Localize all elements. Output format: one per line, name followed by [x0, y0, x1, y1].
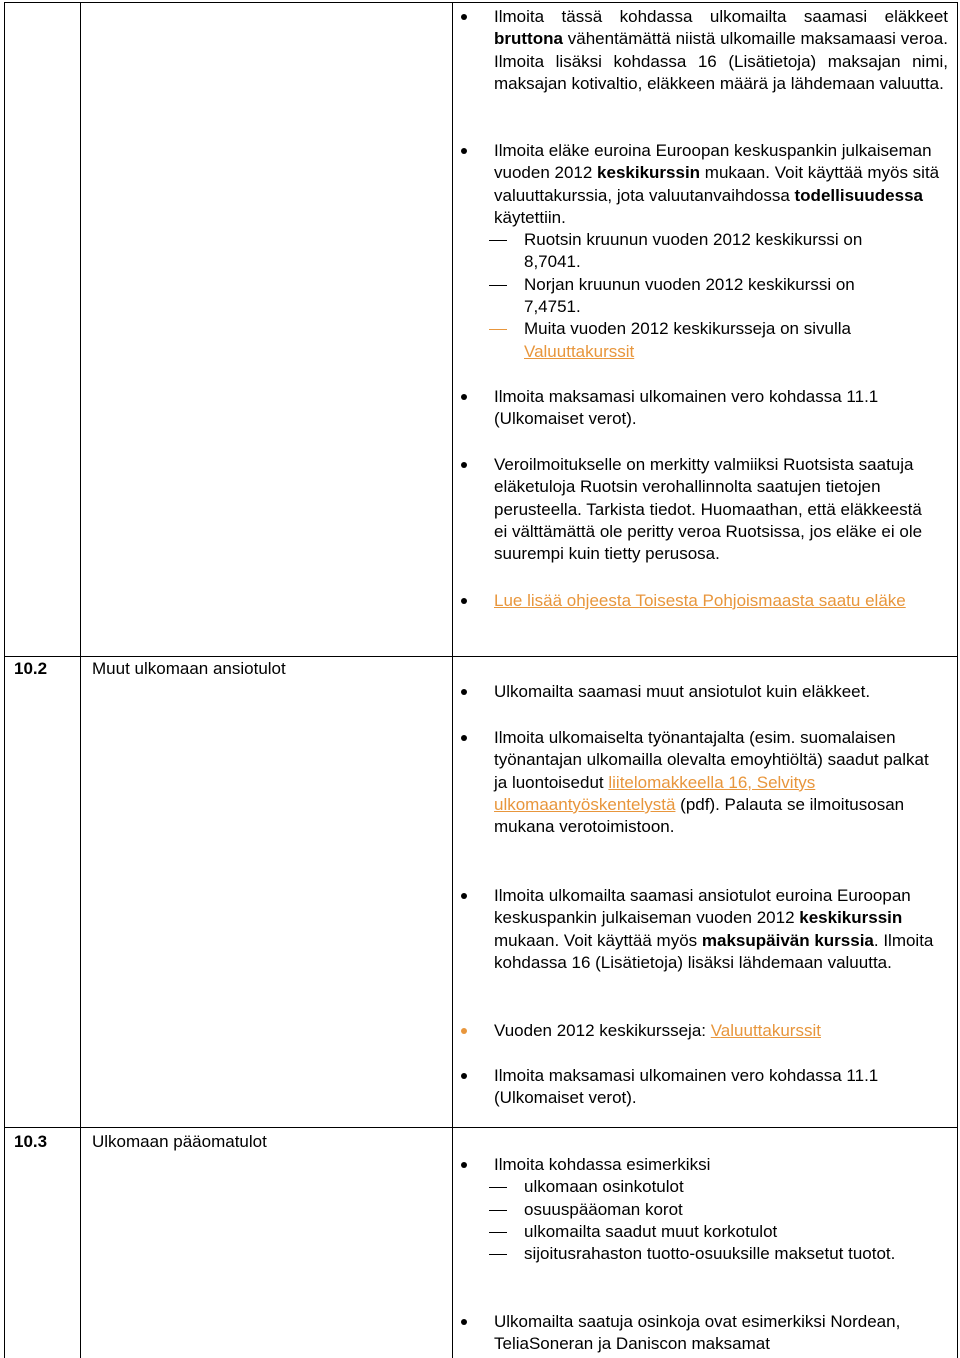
list-item-text: Ilmoita ulkomailta saamasi ansiotulot euroina Euroopan keskuspankin julkaiseman vuoden 2012 keskikurssin mukaan. Voit käyttää myös maksupäivän kurssia. Ilmoita kohdassa 16 (Lisätietoja) lisäksi lähdemaan valuutta.	[494, 886, 934, 972]
table-column-divider	[452, 2, 453, 1358]
list-item-text: Ilmoita maksamasi ulkomainen vero kohdassa 11.1 (Ulkomaiset verot).	[494, 387, 879, 429]
table-column-divider	[80, 2, 81, 1358]
list-item-text: Ulkomailta saatuja osinkoja ovat esimerkiksi Nordean, TeliaSoneran ja Daniscon maksamat	[494, 1312, 901, 1354]
list-item-text: Ilmoita maksamasi ulkomainen vero kohdassa 11.1 (Ulkomaiset verot).	[494, 1066, 879, 1108]
sub-list-item: Norjan kruunun vuoden 2012 keskikurssi on 7,4751.	[414, 274, 904, 319]
sub-list-item: Ruotsin kruunun vuoden 2012 keskikurssi on 8,7041.	[414, 229, 864, 274]
sub-list-item: osuuspääoman korot	[414, 1199, 948, 1221]
valuuttakurssit-link[interactable]: Valuuttakurssit	[524, 341, 635, 361]
list-item	[454, 1020, 948, 1042]
list-item	[454, 681, 948, 703]
list-item	[454, 386, 948, 431]
bullet-icon	[461, 893, 467, 899]
list-item	[454, 590, 948, 612]
sub-list-item: sijoitusrahaston tuotto-osuuksille maksetut tuotot.	[414, 1243, 904, 1265]
dash-icon	[489, 329, 507, 330]
bullet-icon	[461, 689, 467, 695]
dash-icon	[489, 240, 507, 241]
sub-list-item: ulkomaan osinkotulot	[414, 1176, 948, 1198]
list-item	[454, 454, 948, 565]
liitelomake-16-link[interactable]: liitelomakkeella 16, Selvitys ulkomaantyöskentelystä	[494, 772, 816, 814]
table-border-left	[4, 2, 5, 1358]
bullet-icon	[461, 14, 467, 20]
list-item	[454, 1154, 948, 1265]
list-item	[454, 6, 948, 95]
list-item-text: Veroilmoitukselle on merkitty valmiiksi Ruotsista saatuja eläketuloja Ruotsin verohallinnolta saatujen tietojen perusteella. Tarkista tiedot. Huomaathan, että eläkkeestä ei välttämättä ole peritty veroa Ruotsissa, jos eläke ei ole suurempi kuin tietty perusosa.	[494, 455, 923, 564]
list-item-text: Ilmoita kohdassa esimerkiksi	[494, 1155, 711, 1174]
valuuttakurssit-link[interactable]: Valuuttakurssit	[710, 1021, 821, 1040]
list-item-text: Ilmoita tässä kohdassa ulkomailta saamasi eläkkeet bruttona vähentämättä niistä ulkomaille maksamaasi veroa. Ilmoita lisäksi kohdassa 16 (Lisätietoja) maksajan nimi, maksajan kotivaltio, eläkkeen määrä ja lähdemaan valuutta.	[494, 7, 948, 93]
dash-icon	[489, 1232, 507, 1233]
sub-list-item: Muita vuoden 2012 keskikursseja on sivulla Valuuttakurssit	[414, 318, 904, 363]
table-border-right	[957, 2, 958, 1358]
bullet-icon	[461, 394, 467, 400]
bullet-icon	[461, 1028, 467, 1034]
list-item-text: Vuoden 2012 keskikursseja: Valuuttakurssit	[494, 1021, 821, 1040]
bullet-icon	[461, 148, 467, 154]
section-number: 10.2	[14, 659, 48, 678]
dash-icon	[489, 1187, 507, 1188]
list-item	[454, 1065, 948, 1110]
table-border-top	[4, 2, 958, 3]
list-item-text	[494, 590, 934, 612]
bullet-icon	[461, 1319, 467, 1325]
bullet-icon	[461, 1073, 467, 1079]
dash-icon	[489, 1254, 507, 1255]
dash-icon	[489, 285, 507, 286]
list-item	[454, 1311, 948, 1356]
bullet-icon	[461, 598, 467, 604]
dash-icon	[489, 1210, 507, 1211]
section-title: Ulkomaan pääomatulot	[92, 1132, 267, 1151]
bullet-icon	[461, 462, 467, 468]
pohjoismaa-elake-link[interactable]: Lue lisää ohjeesta Toisesta Pohjoismaasta saatu eläke	[494, 591, 906, 610]
list-item	[454, 727, 948, 838]
row-divider	[4, 656, 958, 657]
list-item-text: Ulkomailta saamasi muut ansiotulot kuin eläkkeet.	[494, 682, 871, 701]
bullet-icon	[461, 1162, 467, 1168]
section-title: Muut ulkomaan ansiotulot	[92, 659, 286, 678]
list-item	[454, 885, 948, 974]
list-item-text: Ilmoita ulkomaiselta työnantajalta (esim. suomalaisen työnantajan ulkomailla olevalta emoyhtiöltä) saadut palkat ja luontoisedut liitelomakkeella 16, Selvitys ulkomaantyöskentelystä (pdf). Palauta se ilmoitusosan mukana verotoimistoon.	[494, 728, 929, 837]
sub-list-item: ulkomailta saadut muut korkotulot	[414, 1221, 948, 1243]
bullet-icon	[461, 735, 467, 741]
list-item-text: Ilmoita eläke euroina Euroopan keskuspankin julkaiseman vuoden 2012 keskikurssin mukaan. Voit käyttää myös sitä valuuttakurssia, jota valuutanvaihdossa todellisuudessa käytettiin.	[494, 141, 940, 227]
list-item	[454, 140, 948, 363]
section-number: 10.3	[14, 1132, 48, 1151]
row-divider	[4, 1127, 958, 1128]
